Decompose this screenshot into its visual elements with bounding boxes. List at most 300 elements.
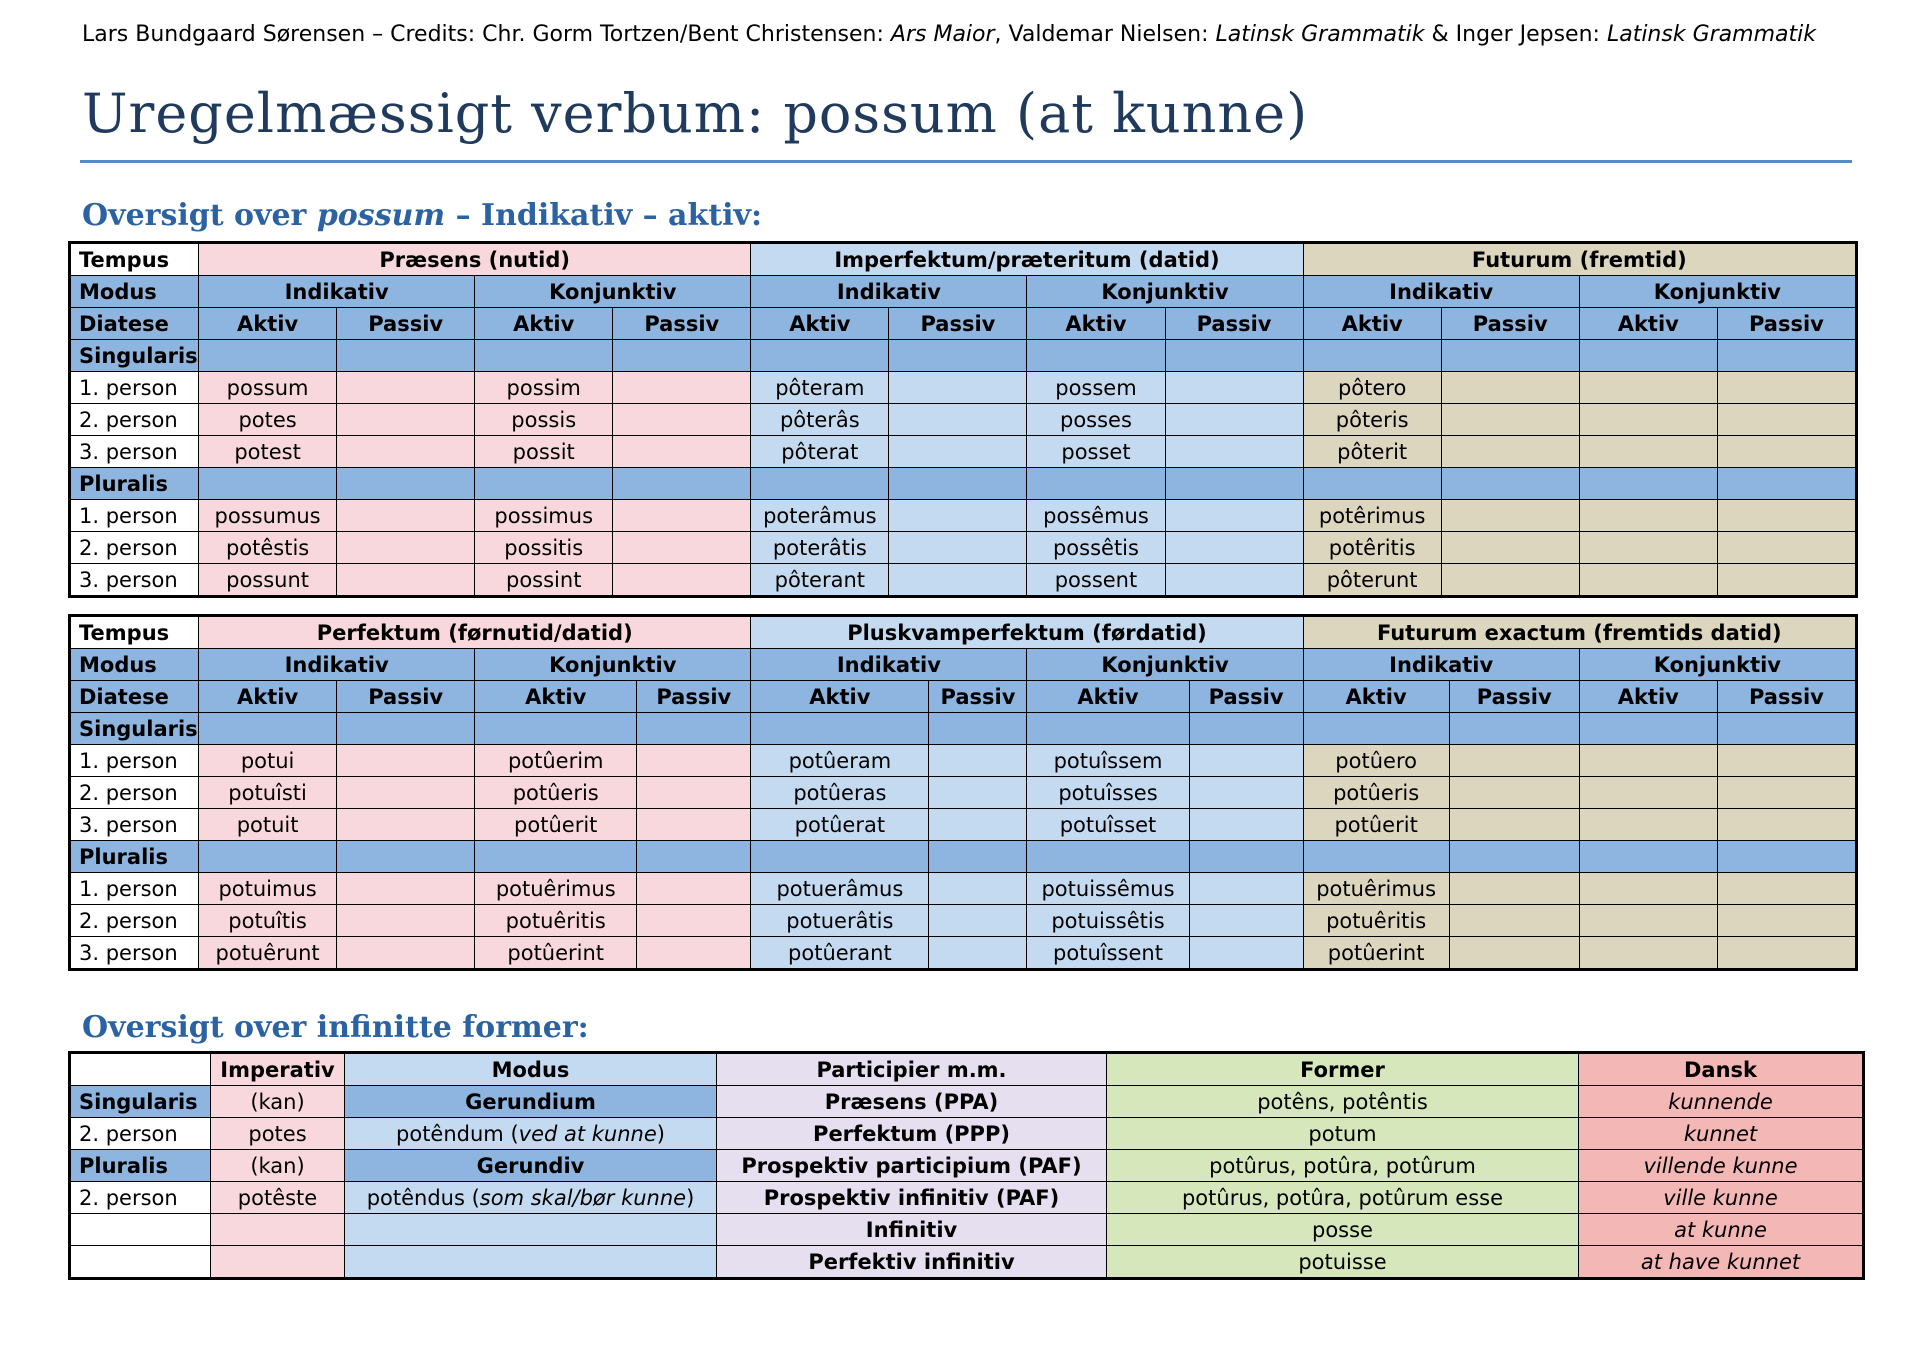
verb-form: possêmus xyxy=(1027,500,1165,532)
verb-form: poterâmus xyxy=(751,500,889,532)
mood-header: Indikativ xyxy=(1303,276,1579,308)
participier-header: Participier m.m. xyxy=(717,1054,1107,1086)
number-band-cell xyxy=(475,841,637,873)
infinite-forms-table xyxy=(70,1053,1863,1278)
form-row xyxy=(71,372,1856,404)
verb-form: potuîtis xyxy=(199,905,337,937)
person-label: 3. person xyxy=(71,809,199,841)
empty-cell xyxy=(1579,436,1717,468)
verb-form: possis xyxy=(475,404,613,436)
voice-header: Aktiv xyxy=(1579,308,1717,340)
verb-form: posses xyxy=(1027,404,1165,436)
number-band-cell xyxy=(751,713,929,745)
danish-cell: ville kunne xyxy=(1579,1182,1863,1214)
danish-cell: at kunne xyxy=(1579,1214,1863,1246)
voice-header: Passiv xyxy=(1717,308,1855,340)
empty-cell xyxy=(889,404,1027,436)
empty-cell xyxy=(929,873,1027,905)
empty-cell xyxy=(71,1214,211,1246)
empty-cell xyxy=(1717,532,1855,564)
diatese-row xyxy=(71,308,1856,340)
empty-cell xyxy=(889,532,1027,564)
empty-cell xyxy=(337,436,475,468)
verb-form: potuêritis xyxy=(475,905,637,937)
empty-cell xyxy=(1579,937,1717,969)
participle-label: Prospektiv infinitiv (PAF) xyxy=(717,1182,1107,1214)
diatese-label: Diatese xyxy=(71,308,199,340)
infinite-row xyxy=(71,1214,1863,1246)
verb-form: potuit xyxy=(199,809,337,841)
number-band-cell xyxy=(199,340,337,372)
verb-form: potûeris xyxy=(1303,777,1449,809)
singularis-row xyxy=(71,713,1856,745)
infinite-row xyxy=(71,1086,1863,1118)
verb-form: possem xyxy=(1027,372,1165,404)
verb-form: potuêrunt xyxy=(199,937,337,969)
empty-cell xyxy=(1717,905,1855,937)
number-band-cell xyxy=(1189,713,1303,745)
verb-form: potûerit xyxy=(475,809,637,841)
number-band-cell xyxy=(199,468,337,500)
tense-header: Futurum (fremtid) xyxy=(1303,244,1855,276)
number-band-cell xyxy=(929,841,1027,873)
tempus-label: Tempus xyxy=(71,617,199,649)
pluralis-row xyxy=(71,468,1856,500)
number-band-cell xyxy=(637,713,751,745)
empty-cell xyxy=(929,905,1027,937)
number-band-cell xyxy=(1189,841,1303,873)
pluralis-label: Pluralis xyxy=(71,468,199,500)
verb-form: potûeris xyxy=(475,777,637,809)
number-band-cell xyxy=(337,841,475,873)
form-cell: potûrus, potûra, potûrum xyxy=(1107,1150,1579,1182)
imperativ-header: Imperativ xyxy=(211,1054,345,1086)
number-band-cell xyxy=(1027,468,1165,500)
number-band-cell xyxy=(1441,468,1579,500)
number-band-cell xyxy=(1717,340,1855,372)
section-heading-infinite: Oversigt over infinitte former: xyxy=(82,1010,589,1045)
empty-cell xyxy=(637,873,751,905)
number-band-cell xyxy=(751,468,889,500)
verb-form: posset xyxy=(1027,436,1165,468)
empty-cell xyxy=(337,404,475,436)
number-band-cell xyxy=(929,713,1027,745)
mood-header: Konjunktiv xyxy=(475,276,751,308)
imperativ-cell: potêste xyxy=(211,1182,345,1214)
number-band-cell xyxy=(889,340,1027,372)
verb-form: potuissêmus xyxy=(1027,873,1189,905)
empty-cell xyxy=(889,436,1027,468)
number-band-cell xyxy=(1579,713,1717,745)
mood-header: Indikativ xyxy=(1303,649,1579,681)
danish-cell: villende kunne xyxy=(1579,1150,1863,1182)
empty-cell xyxy=(1189,873,1303,905)
imperativ-cell: (kan) xyxy=(211,1150,345,1182)
danish-cell: kunnende xyxy=(1579,1086,1863,1118)
number-band-cell xyxy=(1165,340,1303,372)
verb-form: potuêrimus xyxy=(1303,873,1449,905)
empty-cell xyxy=(1717,809,1855,841)
form-cell: potêns, potêntis xyxy=(1107,1086,1579,1118)
form-row xyxy=(71,404,1856,436)
empty-cell xyxy=(1579,532,1717,564)
person-label: 1. person xyxy=(71,745,199,777)
empty-cell xyxy=(337,745,475,777)
mood-header: Konjunktiv xyxy=(1027,276,1303,308)
empty-cell xyxy=(929,745,1027,777)
empty-cell xyxy=(889,500,1027,532)
voice-header: Aktiv xyxy=(751,681,929,713)
verb-form: pôteram xyxy=(751,372,889,404)
empty-cell xyxy=(1717,937,1855,969)
mood-header: Konjunktiv xyxy=(1579,649,1855,681)
empty-cell xyxy=(1717,372,1855,404)
verb-form: potuissêtis xyxy=(1027,905,1189,937)
verb-form: potêstis xyxy=(199,532,337,564)
empty-cell xyxy=(1165,404,1303,436)
verb-form: possit xyxy=(475,436,613,468)
empty-cell xyxy=(1189,905,1303,937)
empty-cell xyxy=(1717,777,1855,809)
person-label: 2. person xyxy=(71,404,199,436)
number-band-cell xyxy=(1303,713,1449,745)
number-band-cell xyxy=(1303,468,1441,500)
voice-header: Aktiv xyxy=(1303,681,1449,713)
verb-form: potuêritis xyxy=(1303,905,1449,937)
empty-cell xyxy=(637,745,751,777)
participle-label: Prospektiv participium (PAF) xyxy=(717,1150,1107,1182)
empty-cell xyxy=(211,1214,345,1246)
tempus-row xyxy=(71,617,1856,649)
person-label: 2. person xyxy=(71,1182,211,1214)
danish-cell: at have kunnet xyxy=(1579,1246,1863,1278)
empty-cell xyxy=(1189,777,1303,809)
empty-cell xyxy=(1165,500,1303,532)
number-band-cell xyxy=(751,841,929,873)
verb-form: possumus xyxy=(199,500,337,532)
empty-cell xyxy=(1449,809,1579,841)
number-band-cell xyxy=(1717,468,1855,500)
number-band-cell xyxy=(1449,841,1579,873)
verb-form: potêrimus xyxy=(1303,500,1441,532)
number-band-cell xyxy=(1303,340,1441,372)
gerundium-form: potêndum (ved at kunne) xyxy=(345,1118,717,1150)
singularis-row xyxy=(71,340,1856,372)
verb-form: possim xyxy=(475,372,613,404)
form-row xyxy=(71,777,1856,809)
voice-header: Passiv xyxy=(613,308,751,340)
empty-cell xyxy=(1449,937,1579,969)
diatese-label: Diatese xyxy=(71,681,199,713)
empty-cell xyxy=(1717,404,1855,436)
voice-header: Aktiv xyxy=(751,308,889,340)
empty-cell xyxy=(337,937,475,969)
mood-header: Konjunktiv xyxy=(475,649,751,681)
verb-form: possunt xyxy=(199,564,337,596)
form-row xyxy=(71,436,1856,468)
singularis-label: Singularis xyxy=(71,713,199,745)
form-cell: potum xyxy=(1107,1118,1579,1150)
verb-form: potuerâmus xyxy=(751,873,929,905)
verb-form: potûeras xyxy=(751,777,929,809)
empty-cell xyxy=(1189,937,1303,969)
number-band-cell xyxy=(475,468,613,500)
title-underline xyxy=(80,160,1852,163)
verb-form: poterâtis xyxy=(751,532,889,564)
empty-cell xyxy=(889,372,1027,404)
empty-cell xyxy=(1441,500,1579,532)
empty-cell xyxy=(1449,873,1579,905)
empty-cell xyxy=(1579,905,1717,937)
voice-header: Aktiv xyxy=(199,681,337,713)
form-row xyxy=(71,937,1856,969)
person-label: 1. person xyxy=(71,500,199,532)
number-band-cell xyxy=(199,713,337,745)
empty-cell xyxy=(637,809,751,841)
number-band-cell xyxy=(475,340,613,372)
voice-header: Aktiv xyxy=(199,308,337,340)
empty-cell xyxy=(637,905,751,937)
voice-header: Aktiv xyxy=(475,681,637,713)
empty-cell xyxy=(1165,436,1303,468)
voice-header: Passiv xyxy=(337,681,475,713)
verb-form: possint xyxy=(475,564,613,596)
pluralis-label: Pluralis xyxy=(71,1150,211,1182)
verb-form: potuerâtis xyxy=(751,905,929,937)
empty-cell xyxy=(337,564,475,596)
empty-cell xyxy=(71,1246,211,1278)
person-label: 3. person xyxy=(71,564,199,596)
verb-form: pôterat xyxy=(751,436,889,468)
empty-cell xyxy=(1165,564,1303,596)
tense-header: Pluskvamperfektum (førdatid) xyxy=(751,617,1303,649)
infinite-row xyxy=(71,1246,1863,1278)
number-band-cell xyxy=(1027,841,1189,873)
verb-form: pôtero xyxy=(1303,372,1441,404)
empty-cell xyxy=(637,937,751,969)
modus-label: Modus xyxy=(71,649,199,681)
empty-cell xyxy=(1579,404,1717,436)
number-band-cell xyxy=(475,713,637,745)
voice-header: Passiv xyxy=(929,681,1027,713)
verb-form: pôteris xyxy=(1303,404,1441,436)
infinite-row xyxy=(71,1150,1863,1182)
empty-cell xyxy=(1165,532,1303,564)
empty-cell xyxy=(613,372,751,404)
verb-form: potûerit xyxy=(1303,809,1449,841)
mood-header: Konjunktiv xyxy=(1027,649,1303,681)
empty-cell xyxy=(337,500,475,532)
empty-cell xyxy=(637,777,751,809)
infinite-row xyxy=(71,1118,1863,1150)
number-band-cell xyxy=(337,340,475,372)
singularis-label: Singularis xyxy=(71,340,199,372)
header-row xyxy=(71,1054,1863,1086)
verb-form: potûeram xyxy=(751,745,929,777)
verb-form: potêritis xyxy=(1303,532,1441,564)
verb-form: potuîsset xyxy=(1027,809,1189,841)
voice-header: Passiv xyxy=(637,681,751,713)
number-band-cell xyxy=(751,340,889,372)
number-band-cell xyxy=(337,713,475,745)
empty-cell xyxy=(1449,745,1579,777)
verb-form: potuîsses xyxy=(1027,777,1189,809)
number-band-cell xyxy=(337,468,475,500)
pluralis-row xyxy=(71,841,1856,873)
person-label: 2. person xyxy=(71,905,199,937)
empty-cell xyxy=(337,372,475,404)
participle-label: Infinitiv xyxy=(717,1214,1107,1246)
number-band-cell xyxy=(1027,340,1165,372)
verb-form: potûerim xyxy=(475,745,637,777)
form-row xyxy=(71,564,1856,596)
empty-cell xyxy=(1717,564,1855,596)
empty-cell xyxy=(1579,500,1717,532)
empty-cell xyxy=(929,777,1027,809)
verb-form: potûerint xyxy=(1303,937,1449,969)
number-band-cell xyxy=(1449,713,1579,745)
verb-form: potûerant xyxy=(751,937,929,969)
voice-header: Aktiv xyxy=(1579,681,1717,713)
empty-cell xyxy=(1449,905,1579,937)
verb-form: possent xyxy=(1027,564,1165,596)
person-label: 2. person xyxy=(71,532,199,564)
empty-cell xyxy=(337,809,475,841)
tempus-row xyxy=(71,244,1856,276)
verb-form: pôterâs xyxy=(751,404,889,436)
empty-cell xyxy=(1717,745,1855,777)
empty-cell xyxy=(613,404,751,436)
empty-cell xyxy=(337,905,475,937)
gerundiv-label: Gerundiv xyxy=(345,1150,717,1182)
verb-form: pôterant xyxy=(751,564,889,596)
empty-cell xyxy=(929,809,1027,841)
danish-cell: kunnet xyxy=(1579,1118,1863,1150)
number-band-cell xyxy=(1165,468,1303,500)
verb-form: possitis xyxy=(475,532,613,564)
conjugation-table-perfect-system xyxy=(70,616,1856,969)
person-label: 2. person xyxy=(71,1118,211,1150)
verb-form: potuêrimus xyxy=(475,873,637,905)
empty-cell xyxy=(1579,372,1717,404)
tense-header: Perfektum (førnutid/datid) xyxy=(199,617,751,649)
modus-header: Modus xyxy=(345,1054,717,1086)
gerundiv-form: potêndus (som skal/bør kunne) xyxy=(345,1182,717,1214)
person-label: 1. person xyxy=(71,873,199,905)
empty-cell xyxy=(1579,745,1717,777)
voice-header: Passiv xyxy=(889,308,1027,340)
verb-form: potûerat xyxy=(751,809,929,841)
mood-header: Konjunktiv xyxy=(1579,276,1855,308)
number-band-cell xyxy=(1717,841,1855,873)
voice-header: Aktiv xyxy=(475,308,613,340)
empty-cell xyxy=(613,436,751,468)
empty-cell xyxy=(71,1054,211,1086)
number-band-cell xyxy=(1441,340,1579,372)
verb-form: possimus xyxy=(475,500,613,532)
gerundium-label: Gerundium xyxy=(345,1086,717,1118)
empty-cell xyxy=(1717,500,1855,532)
empty-cell xyxy=(1441,564,1579,596)
empty-cell xyxy=(337,777,475,809)
number-band-cell xyxy=(1579,841,1717,873)
empty-cell xyxy=(1717,873,1855,905)
tempus-label: Tempus xyxy=(71,244,199,276)
empty-cell xyxy=(1441,532,1579,564)
verb-form: potui xyxy=(199,745,337,777)
empty-cell xyxy=(337,532,475,564)
verb-form: potuîsti xyxy=(199,777,337,809)
number-band-cell xyxy=(199,841,337,873)
number-band-cell xyxy=(1303,841,1449,873)
verb-form: pôterit xyxy=(1303,436,1441,468)
diatese-row xyxy=(71,681,1856,713)
former-header: Former xyxy=(1107,1054,1579,1086)
person-label: 1. person xyxy=(71,372,199,404)
form-row xyxy=(71,745,1856,777)
empty-cell xyxy=(889,564,1027,596)
person-label: 3. person xyxy=(71,937,199,969)
empty-cell xyxy=(211,1246,345,1278)
conjugation-table-present-system xyxy=(70,243,1856,596)
person-label: 2. person xyxy=(71,777,199,809)
empty-cell xyxy=(1717,436,1855,468)
verb-form: potuimus xyxy=(199,873,337,905)
voice-header: Passiv xyxy=(337,308,475,340)
modus-label: Modus xyxy=(71,276,199,308)
singularis-label: Singularis xyxy=(71,1086,211,1118)
verb-form: potûerint xyxy=(475,937,637,969)
modus-row xyxy=(71,276,1856,308)
empty-cell xyxy=(1441,372,1579,404)
empty-cell xyxy=(1189,809,1303,841)
verb-form: pôterunt xyxy=(1303,564,1441,596)
mood-header: Indikativ xyxy=(199,276,475,308)
form-cell: posse xyxy=(1107,1214,1579,1246)
section-heading-indicative: Oversigt over possum – Indikativ – aktiv: xyxy=(82,198,763,233)
empty-cell xyxy=(1441,404,1579,436)
voice-header: Aktiv xyxy=(1303,308,1441,340)
form-row xyxy=(71,532,1856,564)
modus-row xyxy=(71,649,1856,681)
verb-form: possum xyxy=(199,372,337,404)
verb-form: potûero xyxy=(1303,745,1449,777)
verb-form: possêtis xyxy=(1027,532,1165,564)
participle-label: Perfektum (PPP) xyxy=(717,1118,1107,1150)
mood-header: Indikativ xyxy=(199,649,475,681)
imperativ-cell: (kan) xyxy=(211,1086,345,1118)
empty-cell xyxy=(1441,436,1579,468)
mood-header: Indikativ xyxy=(751,649,1027,681)
number-band-cell xyxy=(613,468,751,500)
voice-header: Aktiv xyxy=(1027,308,1165,340)
form-row xyxy=(71,500,1856,532)
pluralis-label: Pluralis xyxy=(71,841,199,873)
empty-cell xyxy=(613,532,751,564)
empty-cell xyxy=(1579,564,1717,596)
dansk-header: Dansk xyxy=(1579,1054,1863,1086)
voice-header: Aktiv xyxy=(1027,681,1189,713)
voice-header: Passiv xyxy=(1717,681,1855,713)
tense-header: Imperfektum/præteritum (datid) xyxy=(751,244,1303,276)
voice-header: Passiv xyxy=(1189,681,1303,713)
mood-header: Indikativ xyxy=(751,276,1027,308)
person-label: 3. person xyxy=(71,436,199,468)
verb-form: potuîssem xyxy=(1027,745,1189,777)
number-band-cell xyxy=(1579,340,1717,372)
page-title: Uregelmæssigt verbum: possum (at kunne) xyxy=(82,82,1309,145)
empty-cell xyxy=(929,937,1027,969)
